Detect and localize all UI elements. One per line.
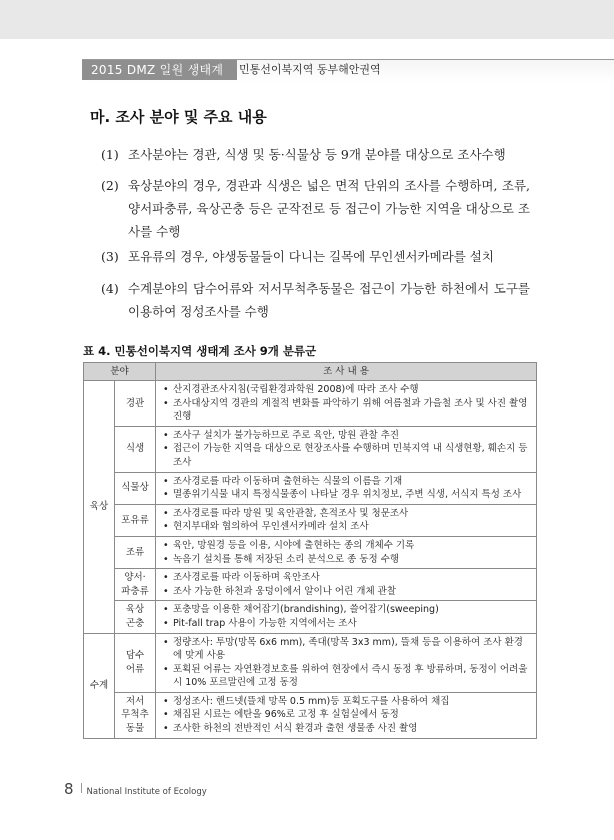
row-name-line: 곤충 bbox=[125, 617, 145, 629]
header-field: 분야 bbox=[84, 363, 156, 381]
row-name-line: 파충류 bbox=[121, 585, 149, 597]
row-name bbox=[115, 601, 156, 633]
row-content bbox=[156, 536, 537, 568]
row-name-line: 육상 bbox=[125, 604, 145, 616]
footer-divider bbox=[81, 783, 82, 793]
bullet-item: • 조사구 설치가 불가능하므로 주로 육안, 망원 관찰 추진 bbox=[162, 429, 532, 443]
bullet-item: • 현지부대와 협의하여 무인센서카메라 설치 조사 bbox=[162, 520, 532, 534]
item-number: (1) bbox=[101, 147, 119, 162]
table-header-row bbox=[84, 363, 537, 381]
header-content: 조 사 내 용 bbox=[156, 363, 537, 381]
item-text: 육상분야의 경우, 경관과 식생은 넓은 면적 단위의 조사를 수행하며, 조류, 양서파충류, 육상곤충 등은 군작전로 등 접근이 가능한 지역을 대상으로 조사를 수행 bbox=[128, 178, 530, 239]
header-series-title: 2015 DMZ 일원 생태계 조사 bbox=[82, 60, 237, 80]
table-row bbox=[84, 381, 537, 427]
row-content bbox=[156, 426, 537, 472]
page-footer bbox=[64, 779, 207, 798]
item-number: (4) bbox=[101, 281, 119, 296]
item-text: 조사분야는 경관, 식생 및 동·식물상 등 9개 분야를 대상으로 조사수행 bbox=[128, 147, 506, 162]
row-content bbox=[156, 569, 537, 601]
row-name-line: 양서· bbox=[124, 572, 146, 584]
table-row bbox=[84, 472, 537, 504]
item-text: 수계분야의 담수어류와 저서무척추동물은 접근이 가능한 하천에서 도구를 이용하여 정성조사를 수행 bbox=[128, 281, 530, 319]
bullet-item: • 녹음기 설치를 통해 저장된 소리 분석으로 종 동정 수행 bbox=[162, 553, 532, 567]
bullet-item: • 조사경로를 따라 망원 및 육안관찰, 흔적조사 및 청문조사 bbox=[162, 507, 532, 521]
row-content bbox=[156, 381, 537, 427]
row-name-line: 어류 bbox=[125, 663, 145, 675]
bullet-item: • 산지경관조사지침(국립환경과학원 2008)에 따라 조사 수행 bbox=[162, 383, 532, 397]
section-title: 마. 조사 분야 및 주요 내용 bbox=[90, 108, 267, 126]
row-name-line: 무척추 bbox=[121, 709, 149, 721]
item-number: (3) bbox=[101, 249, 119, 264]
row-name: 조류 bbox=[115, 536, 156, 568]
group-land: 육상 bbox=[84, 381, 115, 634]
bullet-item: • 육안, 망원경 등을 이용, 시야에 출현하는 종의 개체수 기록 bbox=[162, 539, 532, 553]
bullet-item: • 정량조사: 투망(망목 6x6 mm), 족대(망목 3x3 mm), 뜰채 등을 이용하여 조사 환경에 맞게 사용 bbox=[162, 636, 532, 663]
row-name: 식물상 bbox=[115, 472, 156, 504]
row-content bbox=[156, 692, 537, 738]
bullet-item: • 접근이 가능한 지역을 대상으로 현장조사를 수행하며 민북지역 내 식생현황, 훼손지 등 조사 bbox=[162, 442, 532, 469]
bullet-item: • 조사대상지역 경관의 계절적 변화를 파악하기 위해 여름철과 가을철 조사 및 사진 촬영 진행 bbox=[162, 397, 532, 424]
row-name-line: 동물 bbox=[125, 723, 145, 735]
row-name bbox=[115, 692, 156, 738]
running-header bbox=[82, 59, 614, 97]
bullet-item: • 포획된 어류는 자연환경보호를 위하여 현장에서 즉시 동정 후 방류하며, 동정이 어려울시 10% 포르말린에 고정 동정 bbox=[162, 663, 532, 690]
row-content bbox=[156, 504, 537, 536]
row-name bbox=[115, 633, 156, 692]
bullet-item: • 조사한 하천의 전반적인 서식 환경과 출현 생물종 사진 촬영 bbox=[162, 722, 532, 736]
bullet-item: • 정성조사: 핸드넷(뜰채 망목 0.5 mm)등 포획도구를 사용하여 채집 bbox=[162, 695, 532, 709]
table-row bbox=[84, 536, 537, 568]
row-name-line: 저서 bbox=[125, 695, 145, 707]
bullet-item: • 멸종위기식물 내지 특정식물종이 나타날 경우 위치정보, 주변 식생, 서식지 특성 조사 bbox=[162, 488, 532, 502]
row-content bbox=[156, 601, 537, 633]
item-text: 포유류의 경우, 야생동물들이 다니는 길목에 무인센서카메라를 설치 bbox=[128, 249, 494, 264]
row-name-line: 담수 bbox=[125, 650, 145, 662]
row-name bbox=[115, 569, 156, 601]
top-band bbox=[0, 0, 614, 39]
bullet-item: • 조사경로를 따라 이동하며 육안조사 bbox=[162, 571, 532, 585]
table-row bbox=[84, 601, 537, 633]
bullet-item: • Pit-fall trap 사용이 가능한 지역에서는 조사 bbox=[162, 617, 532, 631]
bullet-item: • 포충망을 이용한 채어잡기(brandishing), 쓸어잡기(sweeping) bbox=[162, 603, 532, 617]
row-name: 포유류 bbox=[115, 504, 156, 536]
bullet-item: • 조사경로를 따라 이동하며 출현하는 식물의 이름을 기재 bbox=[162, 475, 532, 489]
page-number: 8 bbox=[64, 780, 74, 798]
institute-name: National Institute of Ecology bbox=[86, 787, 207, 797]
table-row bbox=[84, 426, 537, 472]
table-row bbox=[84, 692, 537, 738]
header-region: 민통선이북지역 동부해안권역 bbox=[239, 63, 381, 76]
item-number: (2) bbox=[101, 178, 119, 193]
table-row bbox=[84, 633, 537, 692]
bullet-item: • 조사 가능한 하천과 웅덩이에서 알이나 어린 개체 관찰 bbox=[162, 585, 532, 599]
table-row bbox=[84, 569, 537, 601]
table-caption: 표 4. 민통선이북지역 생태계 조사 9개 분류군 bbox=[83, 344, 317, 358]
row-name: 식생 bbox=[115, 426, 156, 472]
table-row bbox=[84, 504, 537, 536]
group-water: 수계 bbox=[84, 633, 115, 738]
row-content bbox=[156, 633, 537, 692]
row-content bbox=[156, 472, 537, 504]
survey-table bbox=[83, 362, 537, 739]
bullet-item: • 채집된 시료는 에탄올 96%로 고정 후 실험실에서 동정 bbox=[162, 708, 532, 722]
row-name: 경관 bbox=[115, 381, 156, 427]
